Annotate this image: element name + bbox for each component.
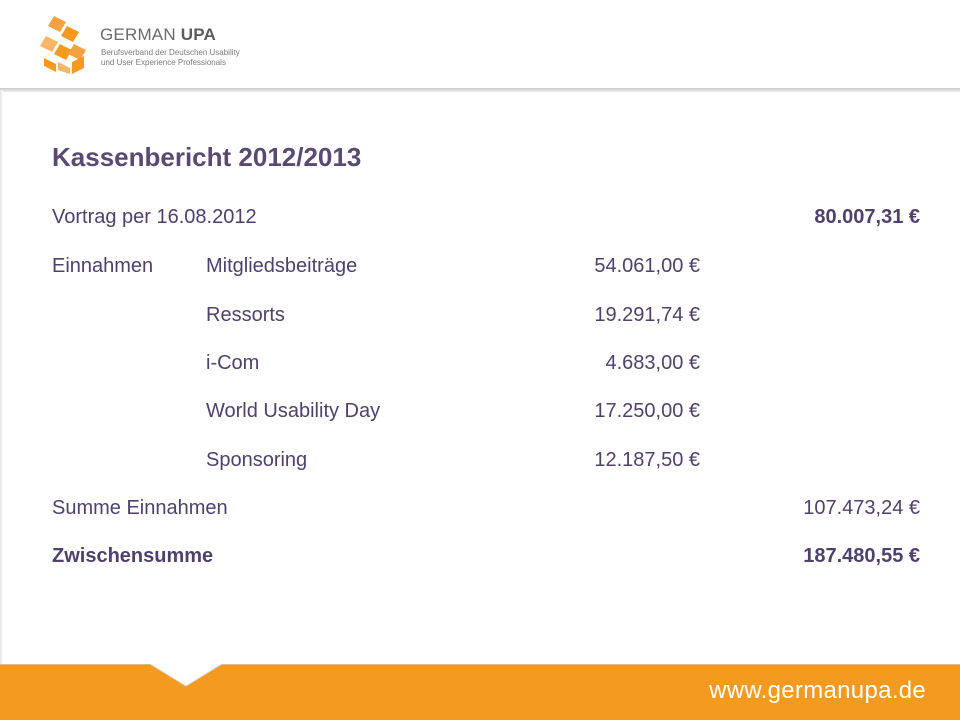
income-row [52,449,932,481]
header-divider-shadow [0,88,960,92]
income-sum-label: Summe Einnahmen [52,497,228,519]
income-item-name: Ressorts [206,304,285,326]
income-label: Einnahmen [52,255,154,277]
income-item-amount: 4.683,00 € [605,352,700,374]
stacked-cubes-logo-icon [40,14,92,74]
income-item-amount: 17.250,00 € [594,400,700,422]
slide-header [0,0,960,90]
left-edge-shadow [0,90,3,670]
income-item-amount: 12.187,50 € [594,449,700,471]
income-row [52,352,932,384]
footer-bar [0,664,960,720]
page-title: Kassenbericht 2012/2013 [52,142,362,172]
income-item-name: i-Com [206,352,260,374]
website-link[interactable]: www.germanupa.de [709,677,926,704]
german-upa-logo [40,14,280,78]
income-row [52,400,932,432]
subtotal-row [52,545,932,577]
income-item-name: World Usability Day [206,400,381,422]
income-sum-total: 107.473,24 € [803,497,920,519]
carry-label: Vortrag per 16.08.2012 [52,206,257,228]
income-item-name: Mitgliedsbeiträge [206,255,358,277]
carry-total: 80.007,31 € [814,206,920,228]
subtotal-total: 187.480,55 € [803,545,920,567]
income-item-name: Sponsoring [206,449,308,471]
income-item-amount: 19.291,74 € [594,304,700,326]
income-sum-row [52,497,932,529]
income-row [52,255,932,287]
brand-name: GERMAN UPA [100,25,216,44]
income-row [52,304,932,336]
carry-row [52,206,932,238]
subtotal-label: Zwischensumme [52,545,214,567]
income-item-amount: 54.061,00 € [594,255,700,277]
brand-subtitle: Berufsverband der Deutschen Usability und User Experience Professionals [101,48,240,67]
